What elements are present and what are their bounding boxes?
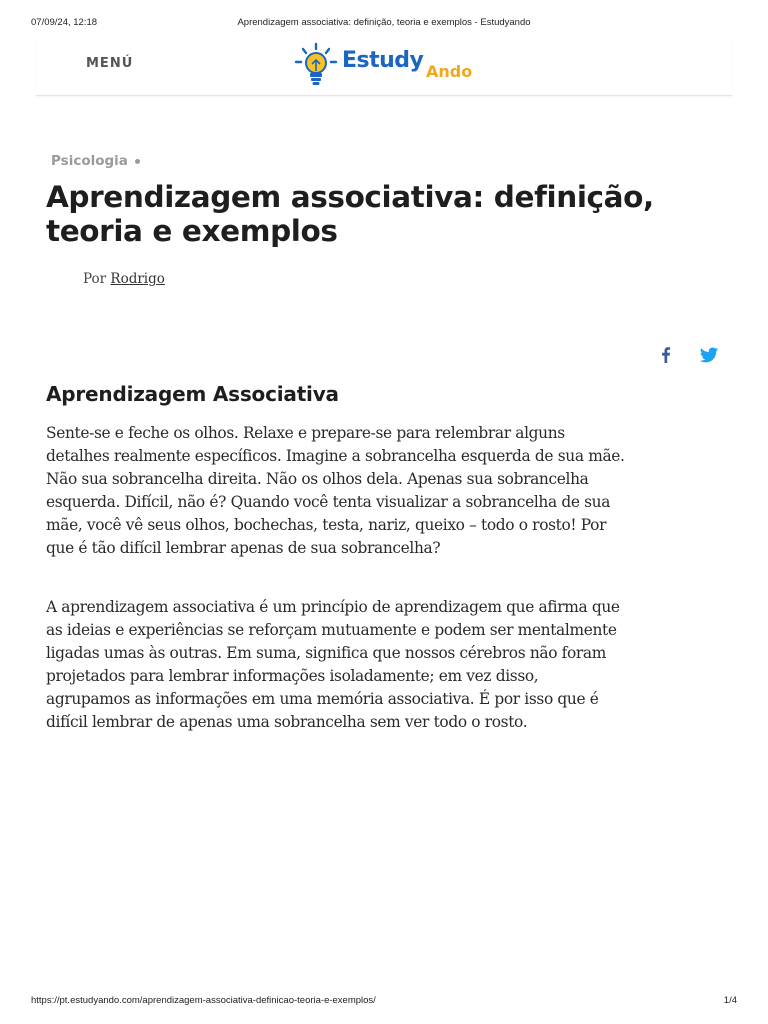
byline xyxy=(83,271,165,287)
print-page-number: 1/4 xyxy=(723,995,737,1006)
category-link[interactable]: Psicologia xyxy=(51,153,128,169)
author-link[interactable]: Rodrigo xyxy=(110,271,165,287)
site-logo[interactable] xyxy=(294,42,484,90)
category-separator-dot xyxy=(135,159,140,164)
article-title: Aprendizagem associativa: definição, teoria e exemplos xyxy=(46,180,654,248)
article-paragraph: Sente-se e feche os olhos. Relaxe e prepare-se para relembrar alguns detalhes realmente específicos. Imagine a sobrancelha esquerda de sua mãe. Não sua sobrancelha direita. Não os olhos dela. Apenas sua sobrancelha esquerda. Difícil, não é? Quando você tenta visualizar a sobrancelha de sua mãe, você vê seus olhos, bochechas, testa, nariz, queixo – todo o rosto! Por que é tão difícil lembrar apenas de sua sobrancelha? xyxy=(46,424,625,557)
print-page-title: Aprendizagem associativa: definição, teoria e exemplos - Estudyando xyxy=(237,17,531,28)
print-datetime: 07/09/24, 12:18 xyxy=(31,17,98,28)
section-heading: Aprendizagem Associativa xyxy=(46,382,339,406)
lightbulb-icon xyxy=(294,42,338,90)
facebook-share-button[interactable] xyxy=(656,345,676,365)
twitter-icon xyxy=(699,345,719,365)
article-paragraph: A aprendizagem associativa é um princípio de aprendizagem que afirma que as ideias e experiências se reforçam mutuamente e podem ser mentalmente ligadas umas às outras. Em suma, significa que nossos cérebros não foram projetados para lembrar informações isoladamente; em vez disso, agrupamos as informações em uma memória associativa. É por isso que é difícil lembrar de apenas uma sobrancelha sem ver todo o rosto. xyxy=(46,598,620,731)
twitter-share-button[interactable] xyxy=(699,345,719,365)
facebook-icon xyxy=(656,345,676,365)
print-url: https://pt.estudyando.com/aprendizagem-associativa-definicao-teoria-e-exemplos/ xyxy=(31,995,376,1006)
menu-button[interactable]: MENÚ xyxy=(86,56,134,71)
site-header xyxy=(36,38,732,96)
print-header xyxy=(0,17,768,31)
logo-word-ando: Ando xyxy=(426,62,473,81)
byline-prefix: Por xyxy=(83,271,107,287)
logo-word-estudy: Estudy xyxy=(342,48,424,73)
